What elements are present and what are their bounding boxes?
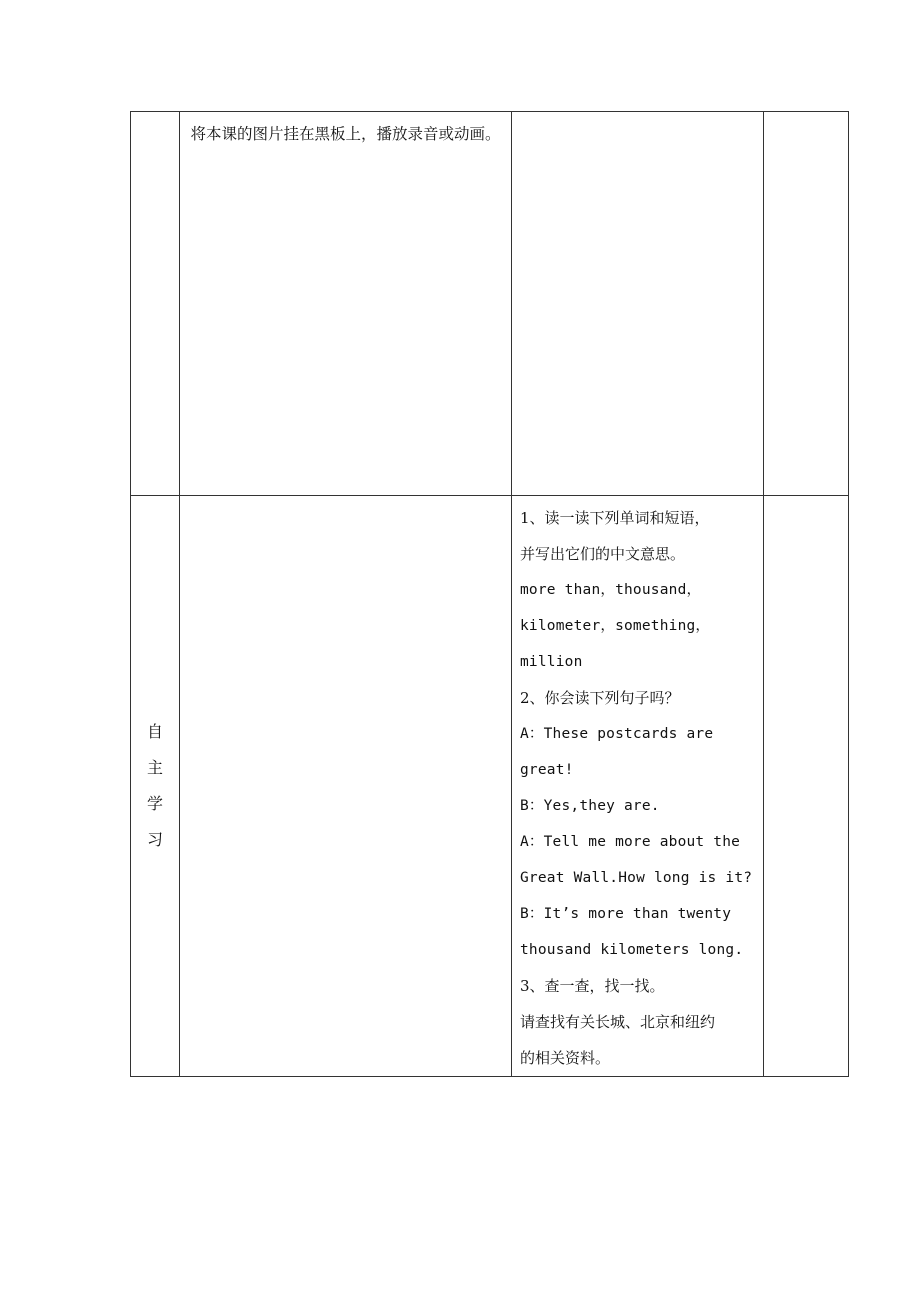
row-label-cell <box>131 496 180 1077</box>
student-activity-line: more than，thousand， <box>520 582 702 598</box>
student-activity-cell <box>512 112 764 496</box>
label-char: 自 <box>146 722 163 741</box>
table-row <box>131 112 849 496</box>
student-activity-line: 请查找有关长城、北京和纽约 <box>520 1013 716 1031</box>
student-activity-line: 2、你会读下列句子吗？ <box>520 689 680 707</box>
student-activity-line: million <box>520 654 583 670</box>
student-activity-line: A：Tell me more about the <box>520 834 741 850</box>
teacher-activity-text: 将本课的图片挂在黑板上，播放录音或动画。 <box>190 125 501 143</box>
student-activity-list <box>512 496 763 1076</box>
student-activity-line: thousand kilometers long. <box>520 942 744 958</box>
table-row <box>131 496 849 1077</box>
student-activity-line: 并写出它们的中文意思。 <box>520 545 686 563</box>
student-activity-line: 的相关资料。 <box>520 1049 611 1067</box>
student-activity-line: Great Wall.How long is it? <box>520 870 753 886</box>
section-label-self-study <box>131 714 179 858</box>
label-char: 习 <box>146 830 163 849</box>
student-activity-line: B：It’s more than twenty <box>520 906 732 922</box>
student-activity-line: B：Yes,they are. <box>520 798 660 814</box>
student-activity-line: 3、查一查，找一找。 <box>520 977 665 995</box>
student-activity-line: A：These postcards are <box>520 726 714 742</box>
row-label-cell <box>131 112 180 496</box>
student-activity-line: 1、读一读下列单词和短语， <box>520 509 710 527</box>
label-char: 主 <box>146 758 163 777</box>
teacher-activity-cell <box>180 112 512 496</box>
notes-cell <box>764 496 849 1077</box>
label-char: 学 <box>146 794 163 813</box>
student-activity-line: great! <box>520 762 574 778</box>
student-activity-cell <box>512 496 764 1077</box>
teacher-activity-cell <box>180 496 512 1077</box>
lesson-plan-table <box>130 111 849 1077</box>
notes-cell <box>764 112 849 496</box>
student-activity-line: kilometer，something， <box>520 618 711 634</box>
